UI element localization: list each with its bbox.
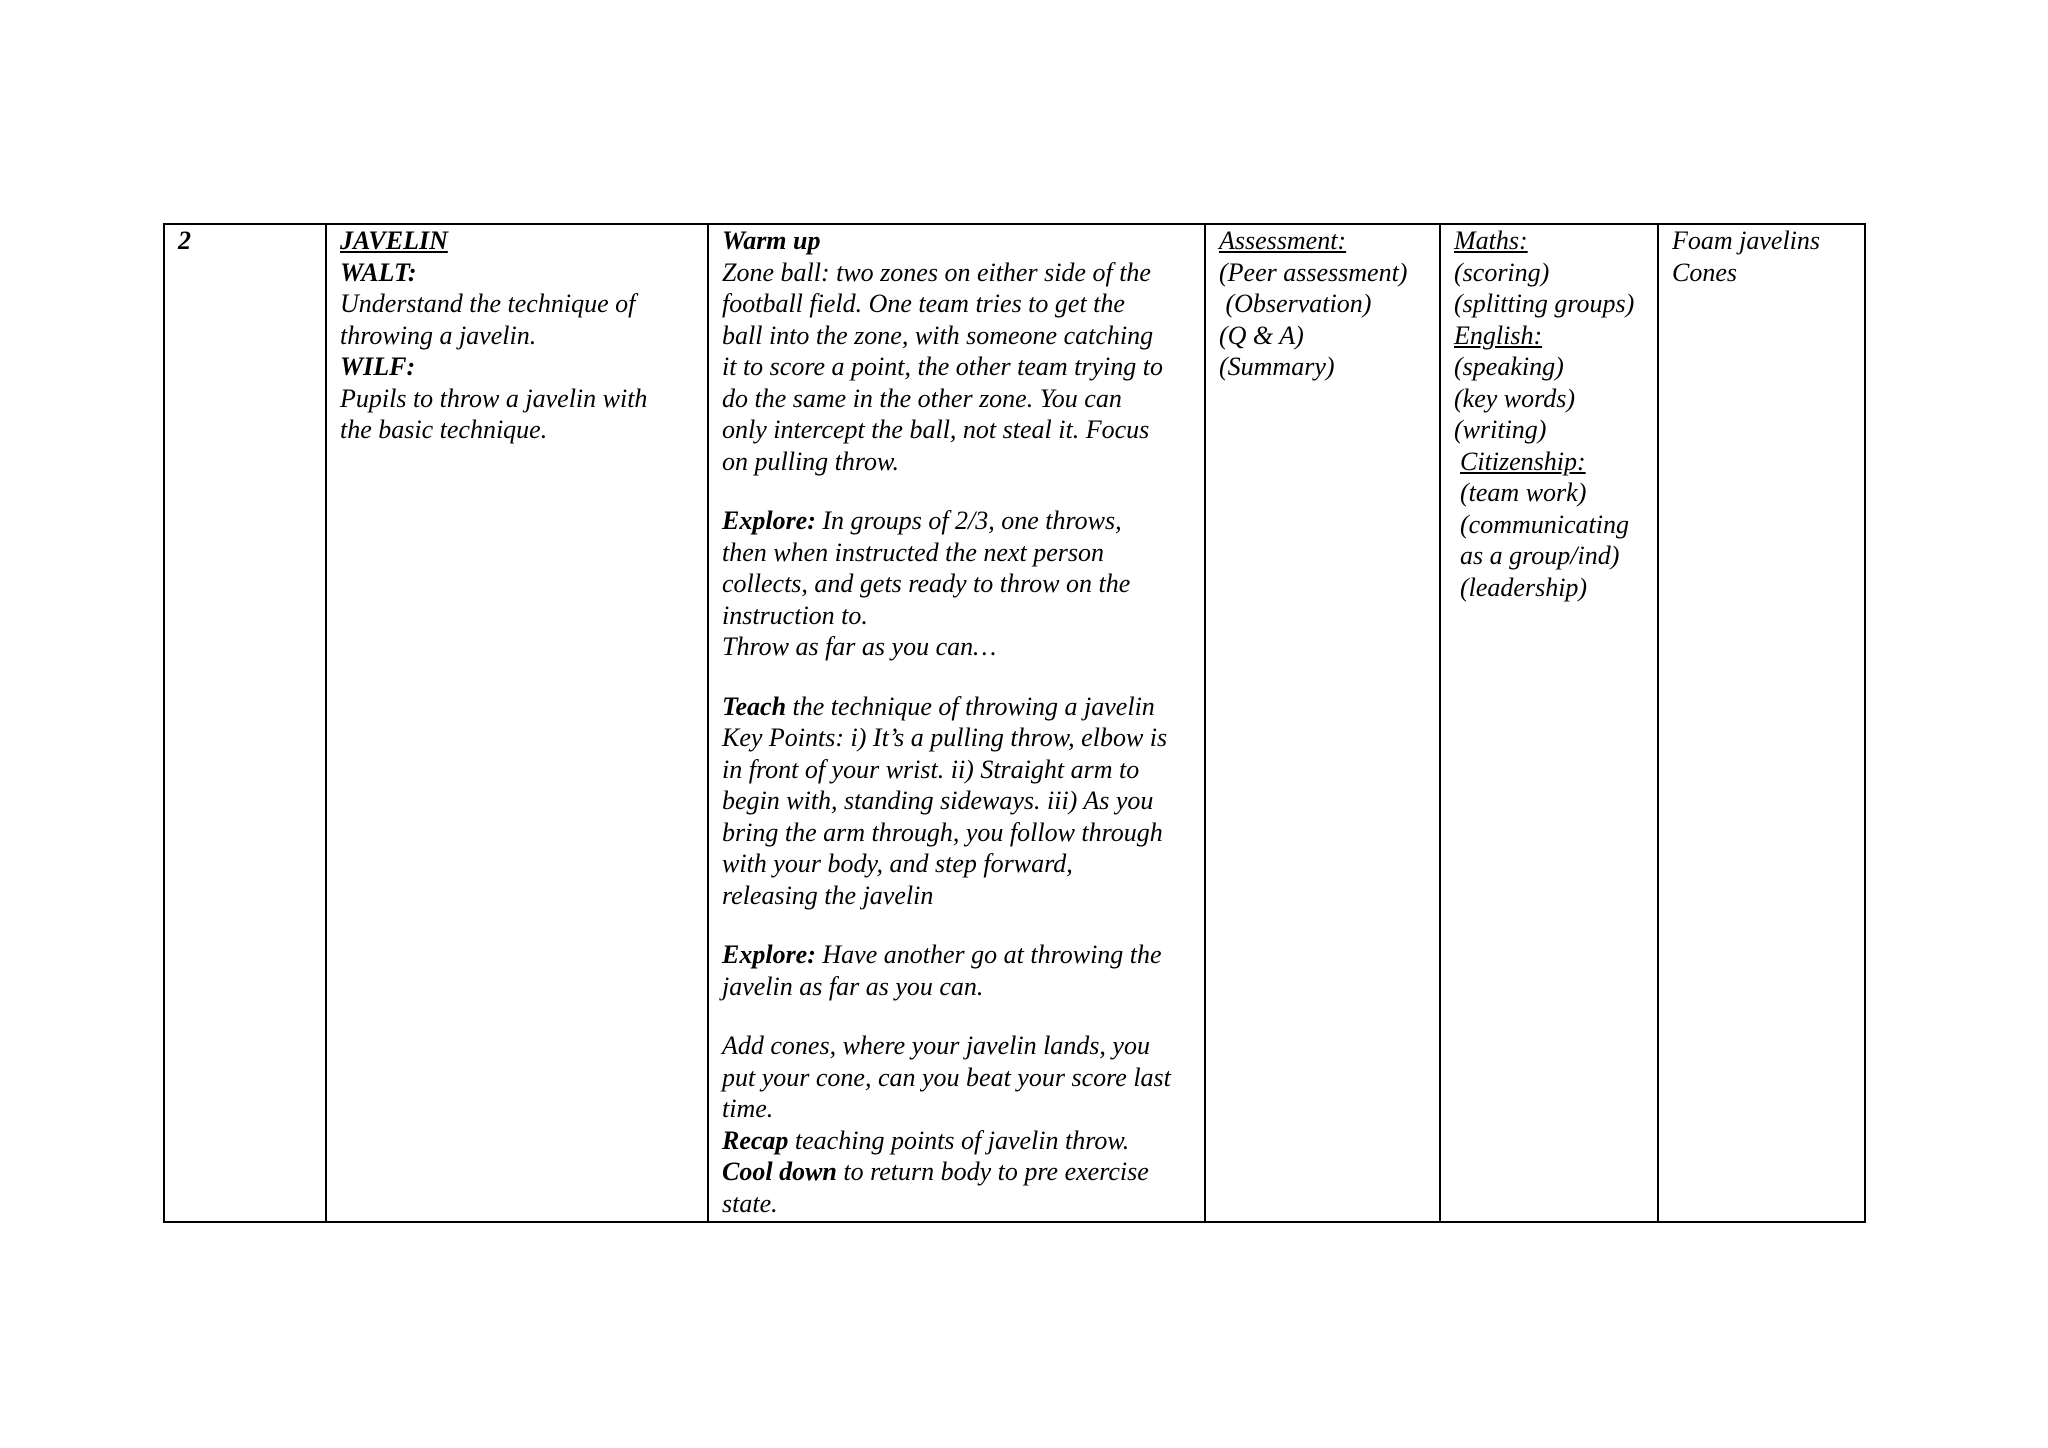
explore-text: In groups of 2/3, one throws, <box>815 506 1122 535</box>
teach-line: begin with, standing sideways. iii) As you <box>722 786 1154 815</box>
cones-line: Add cones, where your javelin lands, you <box>722 1031 1150 1060</box>
objectives-cell <box>326 224 708 1222</box>
wilf-label: WILF: <box>340 352 416 381</box>
cooldown-line <box>722 1156 1204 1188</box>
explore-line <box>722 505 1204 537</box>
assessment-item: (Observation) <box>1219 289 1372 318</box>
wilf-text-line: the basic technique. <box>340 415 548 444</box>
cones-line: time. <box>722 1094 774 1123</box>
lesson-title: JAVELIN <box>340 226 448 255</box>
english-item: (writing) <box>1454 415 1547 444</box>
teach-line: releasing the javelin <box>722 880 934 910</box>
english-item: (key words) <box>1454 383 1576 413</box>
lesson-number-cell <box>164 224 326 1222</box>
resources-cell <box>1658 224 1865 1222</box>
english-heading: English: <box>1454 320 1543 350</box>
english-item: (speaking) <box>1454 352 1564 381</box>
warmup-line: Zone ball: two zones on either side of the <box>722 257 1151 287</box>
explore-line: then when instructed the next person <box>722 537 1104 567</box>
spacer <box>722 911 1204 939</box>
lesson-number: 2 <box>178 226 191 255</box>
maths-item: (splitting groups) <box>1454 289 1635 318</box>
teach-label: Teach <box>722 691 787 721</box>
resource-item: Foam javelins <box>1672 226 1821 255</box>
warmup-label: Warm up <box>722 226 821 255</box>
citizenship-item: (leadership) <box>1460 572 1588 602</box>
explore-line: Throw as far as you can… <box>722 632 997 661</box>
walt-text-line: Understand the technique of <box>340 289 636 318</box>
spacer <box>722 1002 1204 1030</box>
citizenship-item: as a group/ind) <box>1460 541 1620 570</box>
lesson-row <box>164 224 1865 1222</box>
teach-line: in front of your wrist. ii) Straight arm to <box>722 754 1140 784</box>
cross-curricular-cell <box>1440 224 1658 1222</box>
explore-text: Have another go at throwing the <box>815 940 1162 969</box>
maths-item: (scoring) <box>1454 257 1550 287</box>
explore-label: Explore: <box>722 940 816 969</box>
explore-line: collects, and gets ready to throw on the <box>722 569 1131 598</box>
assessment-item: (Peer assessment) <box>1219 257 1408 287</box>
citizenship-heading: Citizenship: <box>1460 446 1586 476</box>
teach-line: bring the arm through, you follow through <box>722 817 1163 847</box>
assessment-item: (Summary) <box>1219 352 1335 381</box>
walt-text-line: throwing a javelin. <box>340 320 537 350</box>
assessment-heading: Assessment: <box>1219 226 1347 255</box>
activities-cell <box>708 224 1205 1222</box>
maths-heading: Maths: <box>1454 226 1528 255</box>
citizenship-item: (team work) <box>1460 478 1587 507</box>
recap-label: Recap <box>722 1125 789 1155</box>
citizenship-block <box>1454 446 1657 604</box>
cooldown-text: to return body to pre exercise <box>836 1157 1149 1186</box>
warmup-line: do the same in the other zone. You can <box>722 383 1122 413</box>
cooldown-label: Cool down <box>722 1157 837 1186</box>
explore-line <box>722 939 1204 971</box>
citizenship-item: (communicating <box>1460 509 1629 539</box>
assessment-cell <box>1205 224 1440 1222</box>
spacer <box>722 663 1204 691</box>
teach-text: the technique of throwing a javelin <box>786 691 1155 721</box>
cooldown-line: state. <box>722 1188 778 1218</box>
warmup-line: on pulling throw. <box>722 446 899 476</box>
spacer <box>722 477 1204 505</box>
assessment-item: (Q & A) <box>1219 320 1304 350</box>
recap-text: teaching points of javelin throw. <box>788 1125 1130 1155</box>
teach-line <box>722 691 1204 723</box>
warmup-line: only intercept the ball, not steal it. Focus <box>722 415 1150 444</box>
teach-line: Key Points: i) It’s a pulling throw, elbow is <box>722 723 1168 752</box>
recap-line <box>722 1125 1204 1157</box>
wilf-text-line: Pupils to throw a javelin with <box>340 383 648 413</box>
warmup-line: ball into the zone, with someone catching <box>722 320 1154 350</box>
warmup-line: football field. One team tries to get the <box>722 289 1125 318</box>
explore-line: javelin as far as you can. <box>722 971 984 1001</box>
explore-label: Explore: <box>722 506 816 535</box>
explore-line: instruction to. <box>722 600 868 630</box>
lesson-plan-table <box>163 223 1866 1223</box>
teach-line: with your body, and step forward, <box>722 849 1073 878</box>
warmup-line: it to score a point, the other team trying to <box>722 352 1163 381</box>
resource-item: Cones <box>1672 257 1737 287</box>
cones-line: put your cone, can you beat your score last <box>722 1062 1171 1092</box>
walt-label: WALT: <box>340 257 417 287</box>
